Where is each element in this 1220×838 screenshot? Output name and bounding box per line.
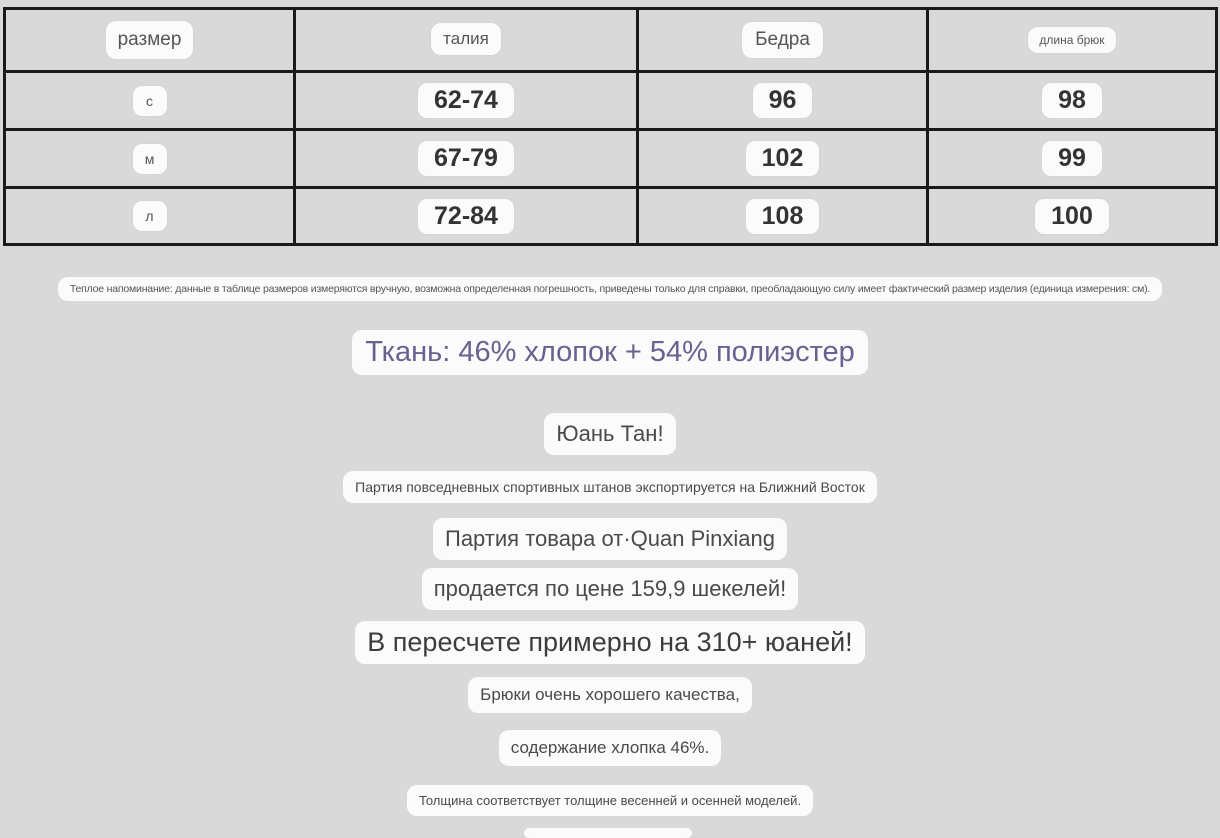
table-row <box>929 189 1215 243</box>
size-value: м <box>133 144 167 174</box>
length-value: 98 <box>1042 83 1102 118</box>
caption-line <box>0 785 1220 816</box>
caption-text: Партия товара от·Quan Pinxiang <box>433 518 787 560</box>
caption-text: продается по цене 159,9 шекелей! <box>422 568 799 610</box>
table-row <box>296 73 636 128</box>
hips-value: 102 <box>746 141 820 176</box>
caption-text: В пересчете примерно на 310+ юаней! <box>355 621 864 664</box>
caption-text: содержание хлопка 46%. <box>499 730 722 766</box>
table-row <box>929 131 1215 186</box>
caption-line <box>0 730 1220 766</box>
length-value: 99 <box>1042 141 1102 176</box>
caption-line <box>0 621 1220 664</box>
fabric-text: Ткань: 46% хлопок + 54% полиэстер <box>352 330 868 375</box>
table-row <box>639 189 926 243</box>
caption-text: Брюки очень хорошего качества, <box>468 677 752 713</box>
table-row <box>6 189 293 243</box>
header-cell-hips <box>639 10 926 70</box>
hips-value: 96 <box>753 83 813 118</box>
caption-line <box>0 413 1220 455</box>
table-row <box>296 189 636 243</box>
note-text: Теплое напоминание: данные в таблице размеров измеряются вручную, возможна определенная погрешность, приведены только для справки, преобладающую силу имеет фактический размер изделия (единица измерения: см). <box>58 277 1162 301</box>
header-waist: талия <box>431 23 501 55</box>
header-size: размер <box>106 21 194 59</box>
header-cell-waist <box>296 10 636 70</box>
caption-line <box>0 677 1220 713</box>
caption-line <box>0 518 1220 560</box>
measurement-note <box>0 277 1220 301</box>
caption-text: Толщина соответствует толщине весенней и осенней моделей. <box>407 785 813 816</box>
caption-line <box>0 471 1220 503</box>
table-row <box>6 131 293 186</box>
table-row <box>296 131 636 186</box>
header-cell-size <box>6 10 293 70</box>
header-length: длина брюк <box>1028 27 1115 53</box>
hips-value: 108 <box>746 199 820 234</box>
partial-caption <box>524 828 692 838</box>
header-cell-length <box>929 10 1215 70</box>
table-row <box>639 131 926 186</box>
caption-text: Партия повседневных спортивных штанов экспортируется на Ближний Восток <box>343 471 877 503</box>
table-row <box>929 73 1215 128</box>
waist-value: 62-74 <box>418 83 514 118</box>
table-row <box>6 73 293 128</box>
size-value: л <box>133 201 167 231</box>
waist-value: 67-79 <box>418 141 514 176</box>
table-row <box>639 73 926 128</box>
waist-value: 72-84 <box>418 199 514 234</box>
size-value: с <box>133 86 167 116</box>
length-value: 100 <box>1035 199 1109 234</box>
size-table <box>3 7 1218 246</box>
caption-text: Юань Тан! <box>544 413 675 455</box>
caption-line <box>0 568 1220 610</box>
fabric-composition <box>0 330 1220 375</box>
header-hips: Бедра <box>742 22 823 58</box>
